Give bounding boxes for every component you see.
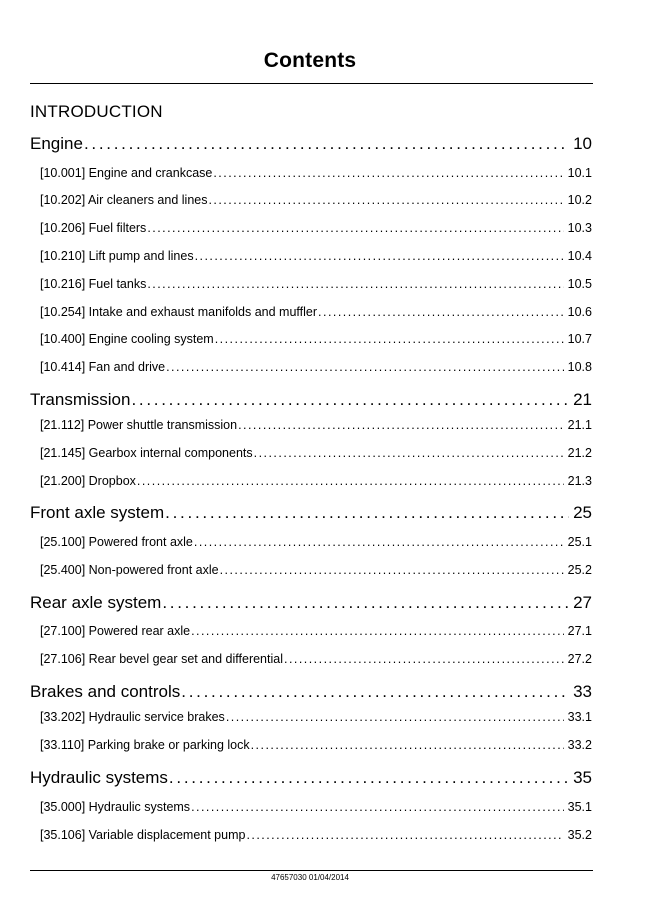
dot-leader xyxy=(194,535,564,549)
toc-entry[interactable] xyxy=(40,360,592,374)
entry-title: [25.400] Non-powered front axle xyxy=(40,563,219,577)
entry-title: [10.001] Engine and crankcase xyxy=(40,166,213,180)
entry-title: [10.210] Lift pump and lines xyxy=(40,249,194,263)
footer-rule xyxy=(30,870,593,871)
entry-page: 10.4 xyxy=(567,249,592,263)
toc-entry[interactable] xyxy=(40,738,592,752)
section-title: Brakes and controls xyxy=(30,682,181,701)
entry-page: 25.1 xyxy=(567,535,592,549)
entry-title: [25.100] Powered front axle xyxy=(40,535,193,549)
entry-page: 27.2 xyxy=(567,652,592,666)
toc-entry[interactable] xyxy=(40,166,592,180)
toc-section-front-axle-system[interactable] xyxy=(30,503,592,523)
dot-leader xyxy=(84,134,569,154)
dot-leader xyxy=(318,305,564,319)
section-page: 33 xyxy=(573,682,592,701)
section-page: 27 xyxy=(573,593,592,612)
entry-page: 10.7 xyxy=(567,332,592,346)
toc-entry[interactable] xyxy=(40,563,592,577)
entry-page: 10.2 xyxy=(567,193,592,207)
dot-leader xyxy=(181,682,569,702)
entry-title: [27.106] Rear bevel gear set and differential xyxy=(40,652,283,666)
entry-title: [10.254] Intake and exhaust manifolds and muffler xyxy=(40,305,318,319)
toc-entry[interactable] xyxy=(40,710,592,724)
dot-leader xyxy=(246,828,563,842)
toc-entry[interactable] xyxy=(40,249,592,263)
section-page: 35 xyxy=(573,768,592,787)
footer-doc-number: 47657030 01/04/2014 xyxy=(271,873,349,882)
dot-leader xyxy=(226,710,564,724)
section-page: 25 xyxy=(573,503,592,522)
toc-entry[interactable] xyxy=(40,332,592,346)
dot-leader xyxy=(213,166,563,180)
dot-leader xyxy=(147,277,563,291)
section-title: Front axle system xyxy=(30,503,165,522)
entry-page: 10.1 xyxy=(567,166,592,180)
toc-entry[interactable] xyxy=(40,474,592,488)
entry-title: [10.216] Fuel tanks xyxy=(40,277,147,291)
entry-page: 10.5 xyxy=(567,277,592,291)
dot-leader xyxy=(169,768,569,788)
section-title: Rear axle system xyxy=(30,593,162,612)
toc-section-transmission[interactable] xyxy=(30,390,592,410)
entry-page: 35.2 xyxy=(567,828,592,842)
toc-entry[interactable] xyxy=(40,277,592,291)
intro-heading[interactable]: INTRODUCTION xyxy=(30,102,163,121)
toc-entry[interactable] xyxy=(40,800,592,814)
toc-entry[interactable] xyxy=(40,446,592,460)
toc-section-brakes-and-controls[interactable] xyxy=(30,682,592,702)
entry-page: 33.1 xyxy=(567,710,592,724)
dot-leader xyxy=(238,418,564,432)
entry-title: [10.400] Engine cooling system xyxy=(40,332,214,346)
entry-title: [35.000] Hydraulic systems xyxy=(40,800,191,814)
page-title: Contents xyxy=(263,49,357,72)
entry-title: [35.106] Variable displacement pump xyxy=(40,828,246,842)
dot-leader xyxy=(208,193,563,207)
dot-leader xyxy=(191,800,564,814)
dot-leader xyxy=(131,390,569,410)
entry-title: [21.145] Gearbox internal components xyxy=(40,446,253,460)
entry-page: 10.6 xyxy=(567,305,592,319)
section-page: 10 xyxy=(573,134,592,153)
dot-leader xyxy=(162,593,569,613)
entry-page: 21.1 xyxy=(567,418,592,432)
entry-title: [10.414] Fan and drive xyxy=(40,360,166,374)
toc-entry[interactable] xyxy=(40,193,592,207)
dot-leader xyxy=(137,474,564,488)
toc-section-hydraulic-systems[interactable] xyxy=(30,768,592,788)
toc-section-engine[interactable] xyxy=(30,134,592,154)
toc-entry[interactable] xyxy=(40,418,592,432)
toc-entry[interactable] xyxy=(40,221,592,235)
entry-page: 21.3 xyxy=(567,474,592,488)
toc-entry[interactable] xyxy=(40,652,592,666)
toc-section-rear-axle-system[interactable] xyxy=(30,593,592,613)
entry-page: 27.1 xyxy=(567,624,592,638)
entry-page: 21.2 xyxy=(567,446,592,460)
section-title: Transmission xyxy=(30,390,131,409)
toc-entry[interactable] xyxy=(40,535,592,549)
entry-page: 10.8 xyxy=(567,360,592,374)
entry-page: 35.1 xyxy=(567,800,592,814)
entry-title: [10.206] Fuel filters xyxy=(40,221,147,235)
section-page: 21 xyxy=(573,390,592,409)
dot-leader xyxy=(165,503,569,523)
dot-leader xyxy=(147,221,563,235)
dot-leader xyxy=(254,446,564,460)
entry-title: [33.110] Parking brake or parking lock xyxy=(40,738,250,752)
entry-page: 10.3 xyxy=(567,221,592,235)
entry-page: 25.2 xyxy=(567,563,592,577)
dot-leader xyxy=(251,738,564,752)
dot-leader xyxy=(195,249,564,263)
toc-entry[interactable] xyxy=(40,624,592,638)
entry-title: [10.202] Air cleaners and lines xyxy=(40,193,208,207)
entry-title: [21.112] Power shuttle transmission xyxy=(40,418,238,432)
dot-leader xyxy=(220,563,564,577)
entry-title: [33.202] Hydraulic service brakes xyxy=(40,710,225,724)
dot-leader xyxy=(166,360,564,374)
dot-leader xyxy=(191,624,564,638)
toc-entry[interactable] xyxy=(40,305,592,319)
entry-title: [27.100] Powered rear axle xyxy=(40,624,191,638)
section-title: Engine xyxy=(30,134,83,153)
toc-entry[interactable] xyxy=(40,828,592,842)
title-rule xyxy=(30,83,593,84)
entry-title: [21.200] Dropbox xyxy=(40,474,136,488)
dot-leader xyxy=(284,652,564,666)
section-title: Hydraulic systems xyxy=(30,768,168,787)
dot-leader xyxy=(215,332,564,346)
entry-page: 33.2 xyxy=(567,738,592,752)
